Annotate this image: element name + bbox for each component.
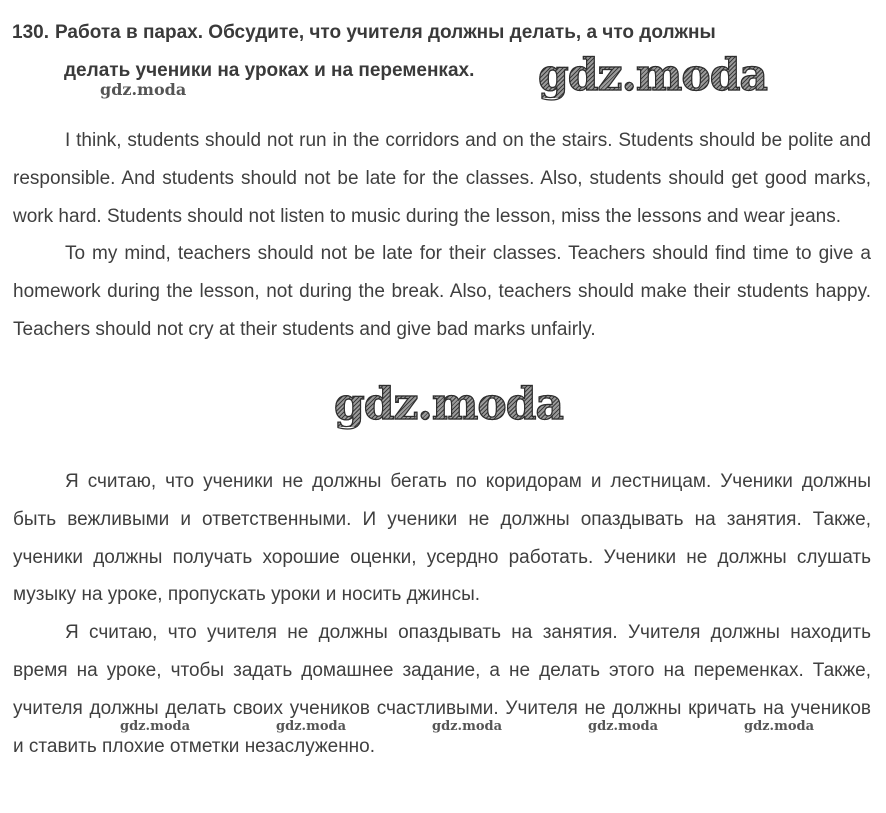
- watermark-small: gdz.moda: [100, 80, 187, 99]
- russian-paragraph-1: Я считаю, что ученики не должны бегать по коридорам и лестницам. Ученики должны быть вежливыми и ответственными. И ученики не должны опаздывать на занятия. Также, ученики должны получать хорошие оценки, усердно работать. Ученики не должны слушать музыку на уроке, пропускать уроки и носить джинсы.: [13, 471, 871, 606]
- english-text: [13, 122, 871, 349]
- watermark-small: gdz.moda: [744, 719, 815, 734]
- watermark-small: gdz.moda: [432, 719, 503, 734]
- task-title-line2: делать ученики на уроках и на переменках.: [64, 60, 475, 81]
- english-paragraph-2: To my mind, teachers should not be late for their classes. Teachers should find time to give a homework during the lesson, not during the break. Also, teachers should make their students happy. Teachers should not cry at their students and give bad marks unfairly.: [13, 243, 871, 340]
- english-paragraph-1: I think, students should not run in the corridors and on the stairs. Students should be polite and responsible. And students should not be late for the classes. Also, students should get good marks, work hard. Students should not listen to music during the lesson, miss the lessons and wear jeans.: [13, 130, 871, 227]
- watermark-small: gdz.moda: [120, 719, 191, 734]
- russian-paragraph-2: Я считаю, что учителя не должны опаздывать на занятия. Учителя должны находить время на уроке, чтобы задать домашнее задание, а не делать этого на переменках. Также, учителя должны делать своих учеников счастливыми. Учителя не должны кричать на учеников и ставить плохие отметки незаслуженно.: [13, 622, 871, 757]
- task-title-line1: Работа в парах. Обсудите, что учителя должны делать, а что должны: [54, 22, 716, 43]
- watermark-small: gdz.moda: [276, 719, 347, 734]
- watermark-logo-middle: gdz.moda: [334, 379, 564, 430]
- watermark-small: gdz.moda: [588, 719, 659, 734]
- task-number: 130.: [12, 22, 49, 43]
- watermark-logo-top: gdz.moda: [538, 50, 768, 101]
